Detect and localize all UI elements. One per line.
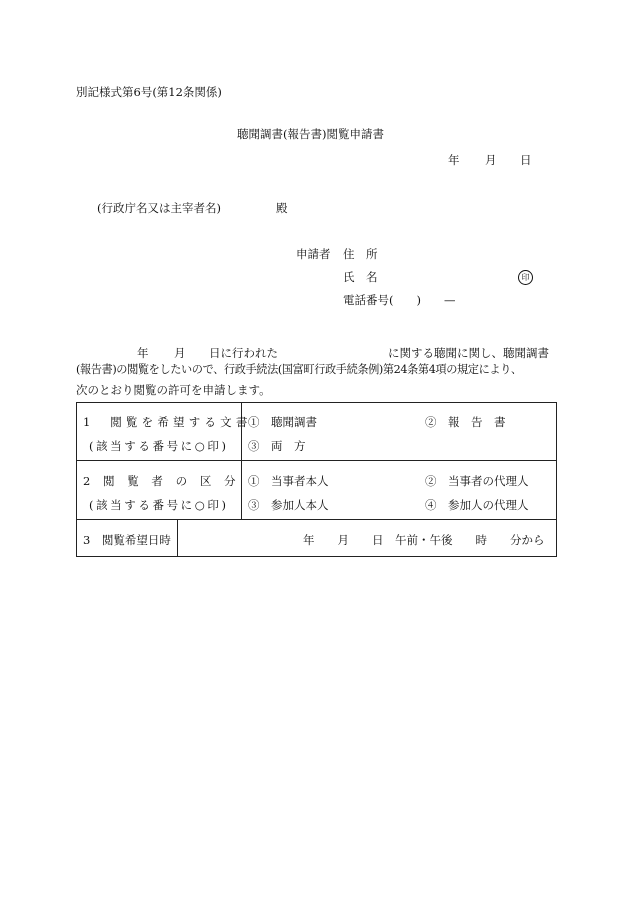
row1-note: (該当する番号に○印) [89,439,229,453]
row2-option-2[interactable]: ② 当事者の代理人 [425,474,529,488]
name-label: 氏 名 [343,270,378,284]
row1-option-1[interactable]: ① 聴聞調書 [248,415,317,429]
body-day-held: 日に行われた [209,346,278,360]
table-row-viewer [77,461,557,520]
body-month: 月 [174,346,186,360]
row3-datetime-value[interactable]: 年 月 日 午前・午後 時 分から [303,533,545,547]
addressee-name: (行政庁名又は主宰者名) [97,201,221,215]
row2-note: (該当する番号に○印) [89,498,229,512]
form-number: 別記様式第6号(第12条関係) [76,85,222,99]
date-month: 月 [485,153,497,167]
row2-label-cell [77,461,242,520]
row2-label: 2 閲 覧 者 の 区 分 [83,474,237,488]
row2-options-cell [242,461,557,520]
address-label: 住 所 [343,247,378,261]
row2-option-4[interactable]: ④ 参加人の代理人 [425,498,529,512]
body-line-1 [76,340,558,360]
row3-divider [177,520,178,556]
body-line-2: (報告書)の閲覧をしたいので、行政手続法(国富町行政手続条例)第24条第4項の規定により、 [76,363,522,376]
seal-mark: 印 [518,270,533,285]
page-title: 聴聞調書(報告書)閲覧申請書 [237,127,384,141]
row1-label: 1 閲覧を希望する文書 [83,415,252,429]
row3-cell [77,520,557,557]
date-year: 年 [448,153,460,167]
table-row-document [77,403,557,461]
row2-option-3[interactable]: ③ 参加人本人 [248,498,329,512]
row1-option-2[interactable]: ② 報 告 書 [425,415,506,429]
row1-options-cell [242,403,557,461]
body-hearing: に関する聴聞に関し、聴聞調書 [388,346,549,360]
row1-label-cell [77,403,252,461]
body-paragraph [76,340,558,400]
row2-option-1[interactable]: ① 当事者本人 [248,474,329,488]
table-row-datetime [77,520,557,557]
body-year: 年 [137,346,149,360]
applicant-label: 申請者 [296,247,331,261]
date-day: 日 [520,153,532,167]
row1-option-3[interactable]: ③ 両 方 [248,439,306,453]
phone-label: 電話番号( ) — [343,293,456,307]
row3-label: 3 閲覧希望日時 [83,533,171,547]
application-table [76,402,557,557]
addressee-honorific: 殿 [276,201,288,215]
body-line-3: 次のとおり閲覧の許可を申請します。 [76,383,271,397]
